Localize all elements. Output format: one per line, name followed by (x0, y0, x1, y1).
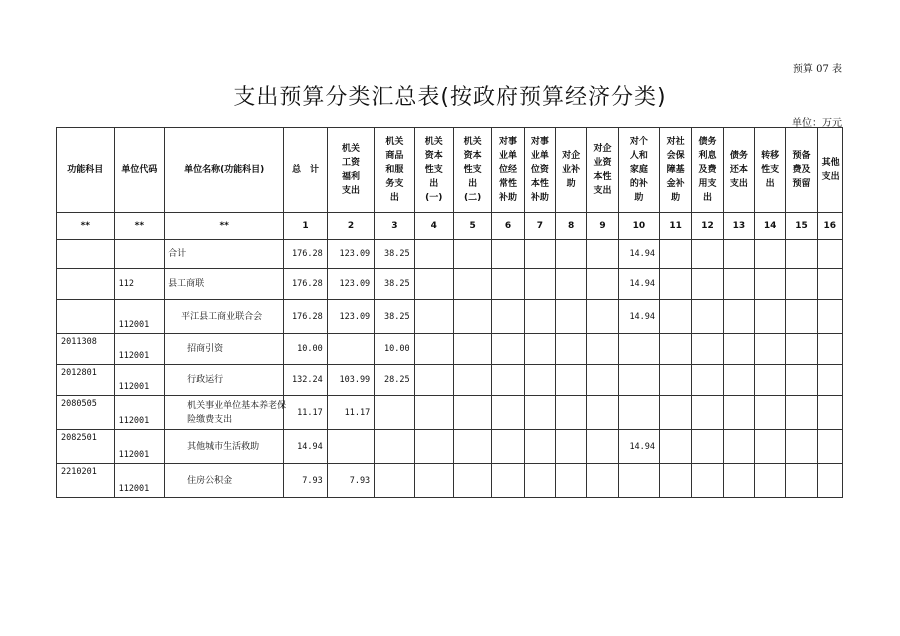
empty-cell (692, 365, 723, 396)
page-title: 支出预算分类汇总表(按政府预算经济分类) (233, 85, 667, 110)
column-header (327, 128, 374, 213)
empty-cell (754, 300, 785, 334)
unit-code-cell (114, 464, 165, 498)
unit-name-cell (165, 430, 284, 464)
goods-services-cell (375, 430, 414, 464)
empty-cell (660, 365, 692, 396)
empty-cell (453, 240, 491, 269)
empty-cell (754, 240, 785, 269)
empty-cell (492, 300, 524, 334)
unit-code: 112001 (118, 320, 150, 330)
table-row (57, 396, 843, 430)
table-row (57, 464, 843, 498)
column-index: 7 (524, 213, 555, 240)
empty-cell (492, 334, 524, 365)
unit-name-cell (165, 300, 284, 334)
empty-cell (723, 300, 754, 334)
column-header-label: 机关资本性支出(一) (424, 137, 443, 203)
column-header-label: 机关工资福利支出 (341, 144, 360, 196)
empty-cell (660, 269, 692, 300)
salary-cell: 123.09 (327, 240, 374, 269)
empty-cell (556, 334, 587, 365)
table-row (57, 334, 843, 365)
empty-cell (524, 269, 555, 300)
empty-cell (786, 396, 817, 430)
empty-cell (786, 365, 817, 396)
goods-services-cell: 38.25 (375, 269, 414, 300)
column-header-label: 转移性支出 (761, 151, 780, 189)
unit-name-cell (165, 269, 284, 300)
unit-name-cell (165, 396, 287, 430)
empty-cell (817, 396, 842, 430)
empty-cell (587, 365, 618, 396)
empty-cell (786, 430, 817, 464)
goods-services-cell (375, 396, 414, 430)
unit-code: 112001 (118, 382, 150, 392)
column-header (754, 128, 785, 213)
column-header (618, 128, 659, 213)
column-header (556, 128, 587, 213)
unit-name: 平江县工商业联合会 (181, 311, 263, 322)
column-header (524, 128, 555, 213)
salary-cell: 11.17 (327, 396, 374, 430)
column-header (453, 128, 491, 213)
empty-cell (524, 464, 555, 498)
total-cell: 14.94 (284, 430, 327, 464)
unit-name: 其他城市生活救助 (187, 441, 260, 452)
household-subsidy-cell (618, 464, 659, 498)
column-index: 1 (284, 213, 327, 240)
column-index: 9 (587, 213, 618, 240)
budget-table (56, 127, 843, 498)
empty-cell (414, 269, 453, 300)
function-code-cell (57, 464, 115, 498)
column-index: ** (165, 213, 284, 240)
column-header (817, 128, 842, 213)
column-header-label: 总 计 (291, 165, 319, 175)
unit-code-cell (114, 300, 165, 334)
form-code: 预算 07 表 (792, 64, 842, 75)
column-header (114, 128, 165, 213)
goods-services-cell: 28.25 (375, 365, 414, 396)
empty-cell (660, 396, 692, 430)
empty-cell (660, 464, 692, 498)
column-header-label: 对事业单位资本性补助 (530, 137, 549, 203)
function-code-cell (57, 240, 115, 269)
column-index: 12 (692, 213, 723, 240)
column-header-label: 对社会保障基金补助 (666, 137, 685, 203)
function-code-cell (57, 430, 115, 464)
empty-cell (492, 240, 524, 269)
empty-cell (524, 334, 555, 365)
empty-cell (524, 365, 555, 396)
empty-cell (453, 396, 491, 430)
empty-cell (587, 396, 618, 430)
empty-cell (692, 269, 723, 300)
empty-cell (556, 269, 587, 300)
column-header-label: 债务还本支出 (729, 151, 748, 189)
unit-code-cell (114, 240, 165, 269)
empty-cell (817, 240, 842, 269)
household-subsidy-cell: 14.94 (618, 300, 659, 334)
empty-cell (817, 334, 842, 365)
column-header-label: 功能科目 (67, 165, 104, 175)
household-subsidy-cell: 14.94 (618, 430, 659, 464)
empty-cell (556, 396, 587, 430)
goods-services-cell: 38.25 (375, 300, 414, 334)
unit-name: 行政运行 (187, 375, 224, 385)
empty-cell (453, 300, 491, 334)
empty-cell (660, 240, 692, 269)
column-index: 16 (817, 213, 842, 240)
empty-cell (556, 240, 587, 269)
empty-cell (414, 300, 453, 334)
column-index: 5 (453, 213, 491, 240)
empty-cell (754, 464, 785, 498)
column-index: 6 (492, 213, 524, 240)
salary-cell: 123.09 (327, 269, 374, 300)
table-row (57, 269, 843, 300)
empty-cell (723, 396, 754, 430)
unit-code: 112001 (118, 351, 150, 361)
unit-name: 机关事业单位基本养老保险缴费支出 (187, 400, 287, 425)
empty-cell (692, 334, 723, 365)
empty-cell (723, 430, 754, 464)
function-code: 2080505 (61, 399, 97, 409)
empty-cell (556, 464, 587, 498)
function-code: 2011308 (61, 337, 97, 347)
empty-cell (492, 365, 524, 396)
total-cell: 11.17 (284, 396, 327, 430)
column-index: 4 (414, 213, 453, 240)
empty-cell (453, 269, 491, 300)
empty-cell (587, 334, 618, 365)
empty-cell (692, 396, 723, 430)
goods-services-cell: 38.25 (375, 240, 414, 269)
salary-cell (327, 430, 374, 464)
column-header (587, 128, 618, 213)
empty-cell (556, 300, 587, 334)
empty-cell (587, 430, 618, 464)
column-header (414, 128, 453, 213)
table-row (57, 240, 843, 269)
household-subsidy-cell (618, 334, 659, 365)
unit-name-cell (165, 464, 284, 498)
unit-code-cell (114, 365, 165, 396)
empty-cell (660, 300, 692, 334)
empty-cell (524, 300, 555, 334)
empty-cell (817, 269, 842, 300)
empty-cell (414, 365, 453, 396)
empty-cell (723, 464, 754, 498)
empty-cell (786, 269, 817, 300)
empty-cell (723, 365, 754, 396)
column-index: 10 (618, 213, 659, 240)
function-code: 2210201 (61, 467, 97, 477)
empty-cell (786, 300, 817, 334)
empty-cell (692, 240, 723, 269)
column-header-label: 对企业补助 (562, 151, 581, 189)
column-index: 3 (375, 213, 414, 240)
empty-cell (660, 430, 692, 464)
column-index: 8 (556, 213, 587, 240)
empty-cell (492, 396, 524, 430)
column-header (284, 128, 327, 213)
salary-cell: 103.99 (327, 365, 374, 396)
empty-cell (414, 240, 453, 269)
column-header-label: 预备费及预留 (792, 151, 811, 189)
function-code-cell (57, 269, 115, 300)
household-subsidy-cell (618, 396, 659, 430)
unit-name-cell (165, 334, 284, 365)
unit-name: 住房公积金 (187, 475, 233, 486)
empty-cell (587, 464, 618, 498)
column-header (692, 128, 723, 213)
empty-cell (817, 365, 842, 396)
function-code-cell (57, 396, 115, 430)
column-index: ** (114, 213, 165, 240)
function-code: 2082501 (61, 433, 97, 443)
empty-cell (414, 430, 453, 464)
column-header-label: 对事业单位经常性补助 (499, 137, 518, 203)
empty-cell (414, 334, 453, 365)
table-row (57, 430, 843, 464)
unit-name: 合计 (168, 249, 187, 259)
column-index: 2 (327, 213, 374, 240)
empty-cell (524, 430, 555, 464)
unit-code-cell (114, 334, 165, 365)
empty-cell (556, 430, 587, 464)
column-header-label: 机关资本性支出(二) (463, 137, 482, 203)
empty-cell (786, 464, 817, 498)
empty-cell (492, 464, 524, 498)
empty-cell (492, 269, 524, 300)
empty-cell (817, 464, 842, 498)
column-header (660, 128, 692, 213)
total-cell: 7.93 (284, 464, 327, 498)
empty-cell (453, 430, 491, 464)
total-cell: 176.28 (284, 240, 327, 269)
column-header-label: 机关商品和服务支出 (385, 137, 404, 203)
empty-cell (587, 240, 618, 269)
goods-services-cell (375, 464, 414, 498)
column-header (786, 128, 817, 213)
function-code-cell (57, 334, 115, 365)
column-header (57, 128, 115, 213)
unit-code: 112001 (118, 484, 150, 494)
salary-cell: 123.09 (327, 300, 374, 334)
function-code-cell (57, 300, 115, 334)
empty-cell (692, 430, 723, 464)
unit-code: 112001 (118, 416, 150, 426)
total-cell: 10.00 (284, 334, 327, 365)
column-index: 14 (754, 213, 785, 240)
function-code: 2012801 (61, 368, 97, 378)
empty-cell (587, 269, 618, 300)
empty-cell (754, 269, 785, 300)
household-subsidy-cell: 14.94 (618, 240, 659, 269)
empty-cell (754, 334, 785, 365)
unit-code-cell (114, 396, 165, 430)
column-header (723, 128, 754, 213)
salary-cell: 7.93 (327, 464, 374, 498)
salary-cell (327, 334, 374, 365)
empty-cell (723, 334, 754, 365)
empty-cell (817, 430, 842, 464)
empty-cell (817, 300, 842, 334)
column-header-label: 债务利息及费用支出 (698, 137, 717, 203)
column-header-label: 单位名称(功能科目) (184, 165, 265, 175)
empty-cell (692, 300, 723, 334)
unit-name: 招商引资 (187, 344, 224, 354)
table-row (57, 300, 843, 334)
unit-code: 112001 (118, 450, 150, 460)
column-header (165, 128, 284, 213)
column-header-label: 单位代码 (121, 165, 158, 175)
column-index: ** (57, 213, 115, 240)
empty-cell (453, 365, 491, 396)
total-cell: 132.24 (284, 365, 327, 396)
empty-cell (692, 464, 723, 498)
table-row (57, 365, 843, 396)
empty-cell (524, 396, 555, 430)
household-subsidy-cell: 14.94 (618, 269, 659, 300)
empty-cell (723, 269, 754, 300)
column-index: 15 (786, 213, 817, 240)
empty-cell (556, 365, 587, 396)
goods-services-cell: 10.00 (375, 334, 414, 365)
empty-cell (660, 334, 692, 365)
total-cell: 176.28 (284, 269, 327, 300)
column-header-label: 其他支出 (821, 158, 840, 182)
empty-cell (754, 430, 785, 464)
unit-name: 县工商联 (168, 279, 205, 289)
empty-cell (492, 430, 524, 464)
empty-cell (786, 240, 817, 269)
empty-cell (754, 365, 785, 396)
household-subsidy-cell (618, 365, 659, 396)
column-header-label: 对企业资本性支出 (593, 144, 612, 196)
function-code-cell (57, 365, 115, 396)
column-header-label: 对个人和家庭的补助 (629, 137, 648, 203)
empty-cell (453, 334, 491, 365)
column-header (492, 128, 524, 213)
unit-name-cell (165, 365, 284, 396)
total-cell: 176.28 (284, 300, 327, 334)
empty-cell (587, 300, 618, 334)
column-header (375, 128, 414, 213)
column-index: 11 (660, 213, 692, 240)
empty-cell (524, 240, 555, 269)
empty-cell (723, 240, 754, 269)
empty-cell (414, 464, 453, 498)
unit-label: 单位：万元 (792, 118, 842, 129)
empty-cell (414, 396, 453, 430)
empty-cell (754, 396, 785, 430)
unit-code-cell (114, 430, 165, 464)
column-index: 13 (723, 213, 754, 240)
unit-name-cell (165, 240, 284, 269)
unit-code-cell (114, 269, 165, 300)
empty-cell (786, 334, 817, 365)
empty-cell (453, 464, 491, 498)
unit-code: 112 (118, 279, 134, 289)
